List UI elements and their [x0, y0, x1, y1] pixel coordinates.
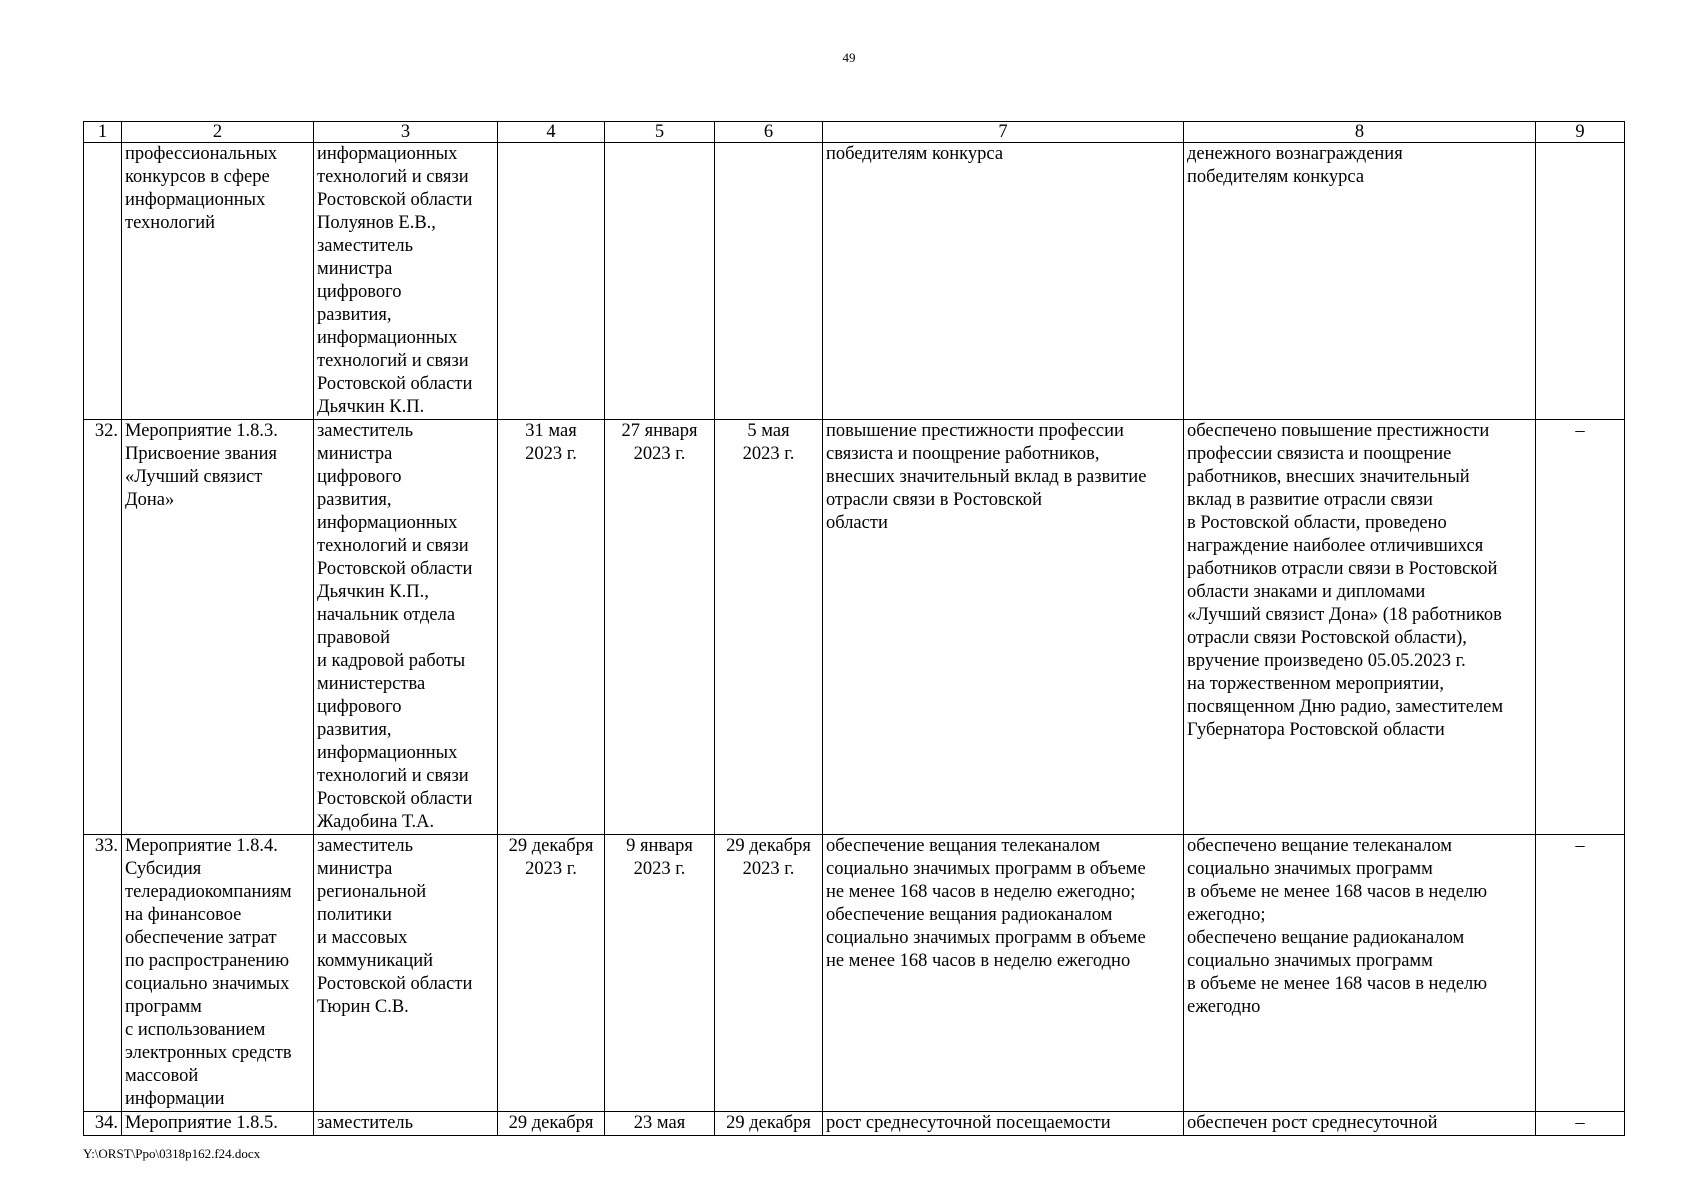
report-table — [83, 121, 1625, 1136]
page-number: 49 — [842, 50, 856, 65]
document-file-path: Y:\ORST\Ppo\0318p162.f24.docx — [83, 1146, 261, 1161]
column-number-header — [84, 122, 1625, 143]
row-number: 34. — [84, 1112, 122, 1136]
responsible-person: заместитель министра региональной политики и массовых коммуникаций Ростовской области Тюрин С.В. — [314, 835, 498, 1112]
table-row-continuation — [84, 143, 1625, 420]
deviation-note — [1536, 143, 1625, 420]
deviation-note: – — [1536, 420, 1625, 835]
planned-date: 29 декабря 2023 г. — [498, 835, 605, 1112]
row-number — [84, 143, 122, 420]
column-header: 9 — [1536, 122, 1625, 143]
column-header: 2 — [122, 122, 314, 143]
actual-end-date — [715, 143, 823, 420]
column-header: 3 — [314, 122, 498, 143]
column-header: 5 — [605, 122, 715, 143]
planned-date: 29 декабря — [498, 1112, 605, 1136]
event-name: Мероприятие 1.8.3. Присвоение звания «Лучший связист Дона» — [122, 420, 314, 835]
expected-result: повышение престижности профессии связиста и поощрение работников, внесших значительный вклад в развитие отрасли связи в Ростовской области — [823, 420, 1184, 835]
actual-start-date: 27 января 2023 г. — [605, 420, 715, 835]
actual-end-date: 29 декабря — [715, 1112, 823, 1136]
column-header: 4 — [498, 122, 605, 143]
event-name: Мероприятие 1.8.4. Субсидия телерадиокомпаниям на финансовое обеспечение затрат по распространению социально значимых программ с использованием электронных средств массовой информации — [122, 835, 314, 1112]
expected-result: обеспечение вещания телеканалом социально значимых программ в объеме не менее 168 часов в неделю ежегодно; обеспечение вещания радиоканалом социально значимых программ в объеме не менее 168 часов в неделю ежегодно — [823, 835, 1184, 1112]
column-header: 7 — [823, 122, 1184, 143]
table-row-32 — [84, 420, 1625, 835]
event-name: профессиональных конкурсов в сфере информационных технологий — [122, 143, 314, 420]
table-row-34 — [84, 1112, 1625, 1136]
responsible-person: заместитель министра цифрового развития, информационных технологий и связи Ростовской области Дьячкин К.П., начальник отдела правовой и кадровой работы министерства цифрового развития, информационных технологий и связи Ростовской области Жадобина Т.А. — [314, 420, 498, 835]
column-header: 8 — [1184, 122, 1536, 143]
event-name: Мероприятие 1.8.5. — [122, 1112, 314, 1136]
actual-result: обеспечен рост среднесуточной — [1184, 1112, 1536, 1136]
column-header: 6 — [715, 122, 823, 143]
column-header: 1 — [84, 122, 122, 143]
actual-start-date: 23 мая — [605, 1112, 715, 1136]
actual-result: обеспечено повышение престижности профессии связиста и поощрение работников, внесших значительный вклад в развитие отрасли связи в Ростовской области, проведено награждение наиболее отличившихся работников отрасли связи в Ростовской области знаками и дипломами «Лучший связист Дона» (18 работников отрасли связи Ростовской области), вручение произведено 05.05.2023 г. на торжественном мероприятии, посвященном Дню радио, заместителем Губернатора Ростовской области — [1184, 420, 1536, 835]
actual-end-date: 5 мая 2023 г. — [715, 420, 823, 835]
actual-result: обеспечено вещание телеканалом социально значимых программ в объеме не менее 168 часов в неделю ежегодно; обеспечено вещание радиоканалом социально значимых программ в объеме не менее 168 часов в неделю ежегодно — [1184, 835, 1536, 1112]
row-number: 33. — [84, 835, 122, 1112]
expected-result: рост среднесуточной посещаемости — [823, 1112, 1184, 1136]
row-number: 32. — [84, 420, 122, 835]
responsible-person: информационных технологий и связи Ростовской области Полуянов Е.В., заместитель министра цифрового развития, информационных технологий и связи Ростовской области Дьячкин К.П. — [314, 143, 498, 420]
actual-start-date: 9 января 2023 г. — [605, 835, 715, 1112]
expected-result: победителям конкурса — [823, 143, 1184, 420]
actual-result: денежного вознаграждения победителям конкурса — [1184, 143, 1536, 420]
planned-date — [498, 143, 605, 420]
actual-start-date — [605, 143, 715, 420]
deviation-note: – — [1536, 835, 1625, 1112]
deviation-note: – — [1536, 1112, 1625, 1136]
responsible-person: заместитель — [314, 1112, 498, 1136]
planned-date: 31 мая 2023 г. — [498, 420, 605, 835]
table-row-33 — [84, 835, 1625, 1112]
actual-end-date: 29 декабря 2023 г. — [715, 835, 823, 1112]
